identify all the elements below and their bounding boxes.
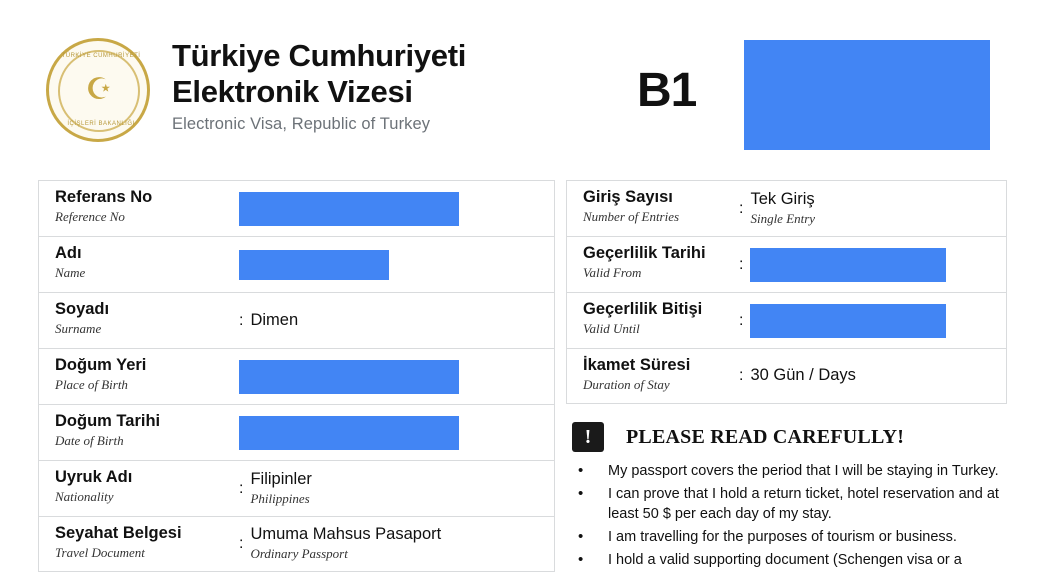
- field-value-text-wrap: [750, 190, 815, 227]
- field-label-en: Name: [55, 264, 86, 280]
- field-value: [239, 461, 554, 516]
- field-row-reference-no: [38, 180, 555, 236]
- value-redaction-block: [239, 416, 459, 450]
- field-label-en: Valid Until: [583, 320, 640, 336]
- field-value: [239, 405, 554, 460]
- field-label-tr: Seyahat Belgesi: [55, 524, 182, 542]
- field-row-travel-document: [38, 516, 555, 572]
- field-row-valid-until: [566, 292, 1007, 348]
- field-label-group: [39, 405, 239, 460]
- field-label-en: Reference No: [55, 208, 125, 224]
- field-label-group: [39, 461, 239, 516]
- field-label-group: [567, 237, 739, 292]
- warning-header: [566, 422, 1007, 452]
- field-value: [739, 293, 1006, 348]
- field-label-tr: Doğum Tarihi: [55, 412, 161, 430]
- field-row-nationality: [38, 460, 555, 516]
- field-value: [239, 237, 554, 292]
- field-label-group: [567, 349, 739, 403]
- field-value-text-wrap: [750, 366, 855, 386]
- field-label-tr: Uyruk Adı: [55, 468, 133, 486]
- field-row-surname: [38, 292, 555, 348]
- list-item: • I hold a valid supporting document (Schengen visa or a: [566, 551, 1007, 570]
- value-redaction-block: [750, 304, 946, 338]
- field-label-group: [39, 293, 239, 348]
- field-value-text-wrap: [250, 525, 441, 562]
- field-colon: :: [739, 199, 744, 217]
- value-redaction-block: [239, 360, 459, 394]
- field-value-text-wrap: [250, 470, 311, 507]
- field-value-tr: Tek Giriş: [750, 189, 815, 208]
- warning-title: PLEASE READ CAREFULLY!: [626, 425, 905, 448]
- field-colon: :: [239, 535, 244, 552]
- right-field-column: [566, 180, 1007, 572]
- field-row-name: [38, 236, 555, 292]
- field-label-en: Surname: [55, 320, 102, 336]
- field-row-duration-of-stay: [566, 348, 1007, 404]
- list-item: • I can prove that I hold a return ticket, hotel reservation and at least 50 $ per each day of my stay.: [566, 485, 1007, 524]
- field-label-group: [39, 517, 239, 571]
- list-item: • My passport covers the period that I will be staying in Turkey.: [566, 462, 1007, 481]
- field-colon: :: [239, 479, 244, 497]
- left-field-column: [38, 180, 555, 572]
- document-header: [0, 0, 1042, 166]
- field-colon: :: [739, 255, 744, 273]
- field-label-tr: Doğum Yeri: [55, 356, 147, 374]
- field-row-place-of-birth: [38, 348, 555, 404]
- field-value-en: Ordinary Passport: [250, 546, 348, 562]
- field-value: [239, 293, 554, 348]
- field-label-group: [567, 181, 739, 236]
- field-label-en: Place of Birth: [55, 376, 128, 392]
- field-label-group: [39, 237, 239, 292]
- field-value: [739, 237, 1006, 292]
- value-redaction-block: [239, 250, 389, 280]
- field-label-group: [39, 181, 239, 236]
- field-label-tr: İkamet Süresi: [583, 356, 691, 374]
- field-label-en: Duration of Stay: [583, 376, 670, 392]
- value-redaction-block: [750, 248, 946, 282]
- warning-list: [566, 462, 1007, 570]
- field-label-tr: Adı: [55, 244, 82, 262]
- field-value: [239, 181, 554, 236]
- field-label-group: [39, 349, 239, 404]
- visa-type-code: B1: [637, 64, 697, 117]
- field-label-tr: Soyadı: [55, 300, 110, 318]
- field-row-date-of-birth: [38, 404, 555, 460]
- field-label-tr: Giriş Sayısı: [583, 188, 673, 206]
- field-label-en: Nationality: [55, 488, 114, 504]
- field-label-tr: Referans No: [55, 188, 153, 206]
- field-value-en: Philippines: [250, 490, 310, 506]
- field-label-en: Date of Birth: [55, 432, 124, 448]
- field-label-group: [567, 293, 739, 348]
- value-redaction-block: [239, 192, 459, 226]
- field-value-tr: Dimen: [250, 310, 299, 329]
- turkey-state-seal-icon: [46, 38, 150, 142]
- title-subtitle: Electronic Visa, Republic of Turkey: [172, 115, 431, 134]
- field-label-en: Travel Document: [55, 544, 145, 560]
- document-title-block: [172, 38, 592, 134]
- field-colon: :: [239, 311, 244, 329]
- seal-text-top: TÜRKİYE CUMHURİYETİ: [61, 53, 141, 59]
- star-and-crescent-icon: ☪: [85, 73, 111, 106]
- field-colon: :: [739, 367, 744, 384]
- field-value-en: Single Entry: [750, 210, 816, 226]
- list-item: • I am travelling for the purposes of tourism or business.: [566, 528, 1007, 547]
- seal-text-bottom: İÇİŞLERİ BAKANLIĞI: [67, 121, 135, 127]
- field-label-en: Valid From: [583, 264, 642, 280]
- field-value-text-wrap: [250, 311, 298, 331]
- field-value: [739, 181, 1006, 236]
- field-value: [239, 517, 554, 571]
- field-value: [739, 349, 1006, 403]
- field-value-tr: 30 Gün / Days: [750, 366, 856, 385]
- title-line-1: Türkiye Cumhuriyeti: [172, 38, 467, 73]
- title-line-2: Elektronik Vizesi: [172, 73, 413, 109]
- field-row-valid-from: [566, 236, 1007, 292]
- field-label-en: Number of Entries: [583, 208, 680, 224]
- photo-redaction-block: [744, 40, 990, 150]
- field-value: [239, 349, 554, 404]
- field-value-tr: Umuma Mahsus Pasaport: [250, 525, 442, 544]
- field-row-number-of-entries: [566, 180, 1007, 236]
- warning-exclamation-icon: [572, 422, 604, 452]
- field-label-tr: Geçerlilik Tarihi: [583, 244, 706, 262]
- field-value-tr: Filipinler: [250, 469, 312, 488]
- field-colon: :: [739, 311, 744, 329]
- field-label-tr: Geçerlilik Bitişi: [583, 300, 703, 318]
